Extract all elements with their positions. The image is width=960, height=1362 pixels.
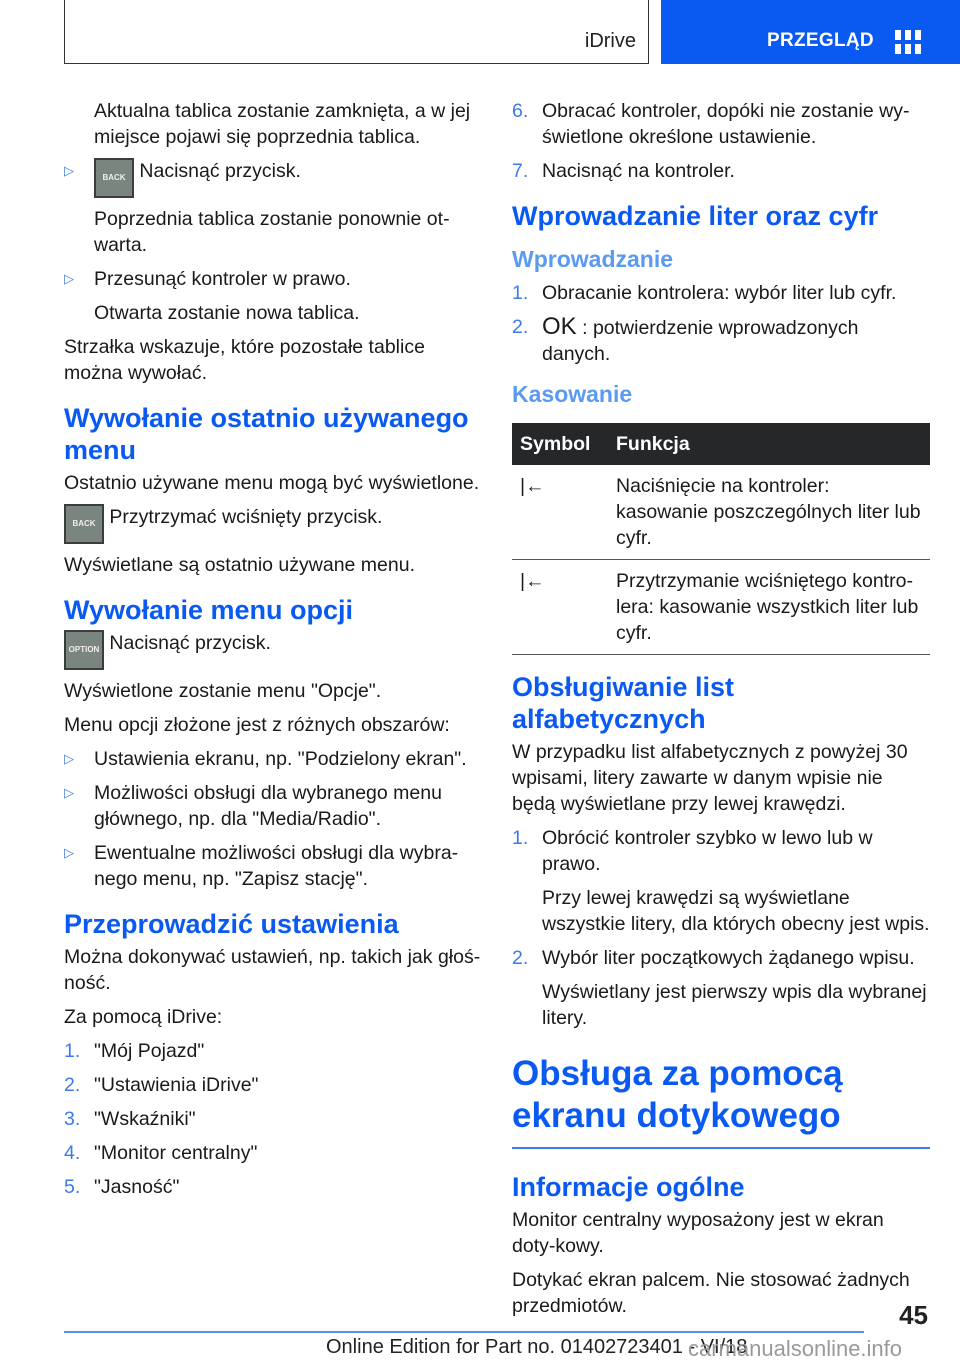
backspace-icon: |← — [512, 560, 608, 655]
back-hold-row: BACK Przytrzymać wciśnięty przycisk. — [64, 504, 484, 544]
triangle-bullet-icon: ▷ — [64, 163, 74, 178]
heading-settings: Przeprowadzić ustawienia — [64, 909, 399, 939]
heading-options-menu: Wywołanie menu opcji — [64, 595, 354, 625]
paragraph: Poprzednia tablica zostanie ponownie ot-warta. — [94, 208, 450, 256]
heading-touchscreen: Obsługa za pomocą ekranu dotykowego — [512, 1053, 930, 1149]
step-item: 4. "Monitor centralny" — [64, 1142, 258, 1164]
heading-alphabetical: Obsługiwanie list alfabetycznych — [512, 672, 735, 734]
paragraph: Menu opcji złożone jest z różnych obszarów: — [64, 714, 450, 736]
paragraph: Za pomocą iDrive: — [64, 1006, 223, 1028]
back-button-icon: BACK — [94, 158, 134, 198]
paragraph: Ostatnio używane menu mogą być wyświetlone. — [64, 472, 480, 494]
paragraph: W przypadku list alfabetycznych z powyżej 30 wpisami, litery zawarte w danym wpisie nie będą wyświetlane przy lewej krawędzi. — [512, 741, 908, 815]
overview-label: PRZEGLĄD — [767, 30, 874, 51]
bullet-item: ▷ Ustawienia ekranu, np. "Podzielony ekran". — [64, 748, 467, 770]
ok-icon: OK — [542, 313, 577, 340]
step-item: 2. "Ustawienia iDrive" — [64, 1074, 259, 1096]
subheading-enter: Wprowadzanie — [512, 246, 674, 272]
header-section — [64, 0, 649, 64]
back-button-icon: BACK — [64, 504, 104, 544]
overview-nav-button[interactable] — [661, 0, 960, 64]
watermark: carmanualsonline.info — [688, 1336, 903, 1361]
step-item: 2. Wybór liter początkowych żądanego wpisu. — [512, 947, 915, 969]
step-item: 3. "Wskaźniki" — [64, 1108, 196, 1130]
triangle-bullet-icon: ▷ — [64, 751, 74, 766]
triangle-bullet-icon: ▷ — [64, 845, 74, 860]
table-row: |← Przytrzymanie wciśniętego kontro-lera: kasowanie wszystkich liter lub cyfr. — [512, 560, 930, 655]
right-column — [512, 98, 930, 1327]
step-item: 1. "Mój Pojazd" — [64, 1040, 205, 1062]
delete-table: Symbol Funkcja |← Naciśnięcie na kontroler: kasowanie poszczególnych liter lub cyfr. |← Przytrzymanie wciśniętego kontro-lera: kasowanie wszystkich liter lub cyfr. — [512, 423, 930, 655]
bullet-item: ▷ BACK Nacisnąć przycisk. — [64, 158, 484, 198]
paragraph: Przy lewej krawędzi są wyświetlane wszystkie litery, dla których obecny jest wpis. — [542, 887, 930, 935]
left-column — [64, 98, 484, 1208]
paragraph: Dotykać ekran palcem. Nie stosować żadnych przedmiotów. — [512, 1269, 910, 1317]
heading-last-menu: Wywołanie ostatnio używanego menu — [64, 403, 469, 465]
heading-input: Wprowadzanie liter oraz cyfr — [512, 201, 879, 231]
step-item: 2. OK : potwierdzenie wprowadzonych danych. — [512, 313, 859, 365]
bullet-item: ▷ Możliwości obsługi dla wybranego menu głównego, np. dla "Media/Radio". — [64, 782, 442, 830]
step-item: 1. Obracanie kontrolera: wybór liter lub cyfr. — [512, 282, 897, 304]
step-item: 6. Obracać kontroler, dopóki nie zostanie wy-świetlone określone ustawienie. — [512, 100, 910, 148]
subheading-delete: Kasowanie — [512, 381, 633, 407]
step-item: 5. "Jasność" — [64, 1176, 180, 1198]
step-item: 7. Nacisnąć na kontroler. — [512, 160, 735, 182]
triangle-bullet-icon: ▷ — [64, 785, 74, 800]
section-title: iDrive — [584, 30, 636, 52]
backspace-icon: |← — [512, 465, 608, 560]
option-button-icon: OPTION — [64, 630, 104, 670]
bullet-item: ▷ Ewentualne możliwości obsługi dla wybra-nego menu, np. "Zapisz stację". — [64, 842, 459, 890]
table-row: |← Naciśnięcie na kontroler: kasowanie poszczególnych liter lub cyfr. — [512, 465, 930, 560]
grid-icon — [895, 30, 921, 54]
paragraph: Wyświetlane są ostatnio używane menu. — [64, 554, 415, 576]
page-number: 45 — [899, 1300, 928, 1330]
triangle-bullet-icon: ▷ — [64, 271, 74, 286]
paragraph: Wyświetlone zostanie menu "Opcje". — [64, 680, 382, 702]
paragraph: Strzałka wskazuje, które pozostałe tablice można wywołać. — [64, 336, 425, 384]
footer-divider — [64, 1331, 864, 1333]
option-press-row: OPTION Nacisnąć przycisk. — [64, 630, 484, 670]
paragraph: Monitor centralny wyposażony jest w ekran doty-kowy. — [512, 1209, 884, 1257]
paragraph: Można dokonywać ustawień, np. takich jak głoś-ność. — [64, 946, 481, 994]
paragraph: Otwarta zostanie nowa tablica. — [94, 302, 360, 324]
bullet-item: ▷ Przesunąć kontroler w prawo. — [64, 268, 351, 290]
heading-general-info: Informacje ogólne — [512, 1172, 745, 1202]
paragraph: Aktualna tablica zostanie zamknięta, a w jej miejsce pojawi się poprzednia tablica. — [94, 100, 471, 148]
step-item: 1. Obrócić kontroler szybko w lewo lub w prawo. — [512, 827, 873, 875]
footer-edition: Online Edition for Part no. 01402723401 - VI/18 — [326, 1336, 748, 1358]
paragraph: Wyświetlany jest pierwszy wpis dla wybranej litery. — [542, 981, 927, 1029]
